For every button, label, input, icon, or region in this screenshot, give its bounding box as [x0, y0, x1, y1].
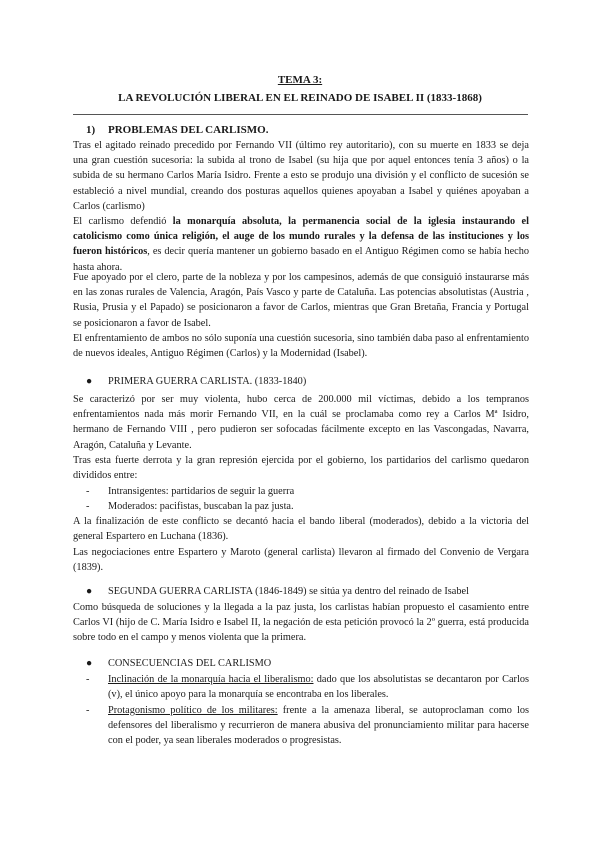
paragraph-finalizacion: A la finalización de este conflicto se decantó hacia el bando liberal (moderados), debido a la victoria del general Espartero en Luchana (1836).: [73, 516, 529, 543]
title-divider: [73, 114, 528, 115]
underlined-term: Inclinación de la monarquía hacia el liberalismo:: [108, 674, 314, 685]
dash-icon: -: [86, 486, 90, 497]
paragraph-intro: Tras el agitado reinado precedido por Fernando VII (último rey autoritario), con su muerte en 1833 se deja una gran cuestión sucesoria: la subida al trono de Isabel (su hija que por aquel entonces tenía 3 años) o la subida de su hermano Carlos María Isidro. Frente a esto se produjo una división y el conflicto de sucesión se estableció a nivel mundial, creando dos posturas aquellos quienes apoyaban a Isabel y quiénes apoyaban a Carlos (carlismo): [73, 140, 529, 212]
dash-icon: -: [86, 674, 90, 685]
bullet-icon: ●: [86, 658, 93, 669]
tema-label: TEMA 3:: [277, 74, 323, 86]
primera-guerra-heading: ● PRIMERA GUERRA CARLISTA. (1833-1840): [86, 374, 529, 389]
bold-emphasis: la monarquía absoluta, la permanencia social de la iglesia instaurando el catolicismo como única religión, el auge de los mundo rurales y la defensa de las instituciones y los fueron históricos: [73, 216, 529, 258]
bullet-icon: ●: [86, 586, 93, 597]
underlined-term: Protagonismo político de los militares:: [108, 705, 278, 716]
list-item: - Protagonismo político de los militares: frente a la amenaza liberal, se autoproclaman como los defensores del liberalismo y recurrieron de manera abusiva del pronunciamiento militar para hacerse con el poder, ya sean liberales moderados o progresistas.: [86, 705, 529, 747]
section-heading-carlismo: [86, 124, 268, 136]
paragraph-negociaciones: Las negociaciones entre Espartero y Maroto (general carlista) llevaron al firmado del Convenio de Vergara (1839).: [73, 547, 529, 574]
segunda-guerra-heading: ● SEGUNDA GUERRA CARLISTA (1846-1849) se sitúa ya dentro del reinado de Isabel: [86, 584, 529, 599]
paragraph-derrota: Tras esta fuerte derrota y la gran represión ejercida por el gobierno, los partidarios del carlismo quedaron divididos entre:: [73, 455, 529, 482]
paragraph-carlismo-defendio: El carlismo defendió la monarquía absoluta, la permanencia social de la iglesia instaurando el catolicismo como única religión, el auge de los mundo rurales y la defensa de las instituciones y los fueron históricos, es decir quería mantener un gobierno basado en el Antiguo Régimen como se había hecho hasta ahora.: [73, 216, 530, 273]
section-number: 1): [86, 124, 96, 136]
list-item: - Intransigentes: partidarios de seguir la guerra: [86, 484, 529, 499]
list-item: - Inclinación de la monarquía hacia el liberalismo: dado que los absolutistas se decantaron por Carlos (v), el único apoyo para la monarquía se encontraba en los liberales.: [86, 674, 529, 701]
paragraph-apoyos: Fue apoyado por el clero, parte de la nobleza y por los campesinos, además de que consiguió instaurarse más en las zonas rurales de Valencia, Aragón, País Vasco y parte de Cataluña. Las potencias absolutistas (Austria , Rusia, Prusia y el Papado) se posicionaron a favor de Carlos, mientras que Gran Bretaña, Francia y Portugal se posicionaron a favor de Isabel.: [73, 272, 529, 329]
list-item: - Moderados: pacifistas, buscaban la paz justa.: [86, 499, 529, 514]
section-heading-text: PROBLEMAS DEL CARLISMO.: [108, 124, 269, 136]
dash-icon: -: [86, 501, 90, 512]
bullet-icon: ●: [86, 376, 93, 387]
consecuencias-heading: ● CONSECUENCIAS DEL CARLISMO: [86, 656, 529, 671]
paragraph-primera-guerra: Se caracterizó por ser muy violenta, hubo cerca de 200.000 mil víctimas, debido a los tempranos enfrentamientos nada más morir Fernando VII, en la cuál se proclamaba como rey a Carlos Mª Isidro, hermano de Fernando VIII , pero pudieron ser sofocadas fácilmente excepto en las Vascongadas, Navarra, Aragón, Cataluña y Levante.: [73, 394, 529, 451]
document-title: LA REVOLUCIÓN LIBERAL EN EL REINADO DE ISABEL II (1833-1868): [118, 92, 482, 104]
dash-icon: -: [86, 705, 90, 716]
paragraph-enfrentamiento: El enfrentamiento de ambos no sólo suponía una cuestión sucesoria, sino también daba paso al enfrentamiento de nuevos ideales, Antiguo Régimen (Carlos) y la Modernidad (Isabel).: [73, 333, 529, 360]
paragraph-segunda-guerra: Como búsqueda de soluciones y la llegada a la paz justa, los carlistas habían propuesto el casamiento entre Carlos VI (hijo de C. María Isidro e Isabel II, la negación de esta petición provocó la 2º guerra, está producida sobre todo en el campo y menos violenta que la primera.: [73, 602, 529, 644]
